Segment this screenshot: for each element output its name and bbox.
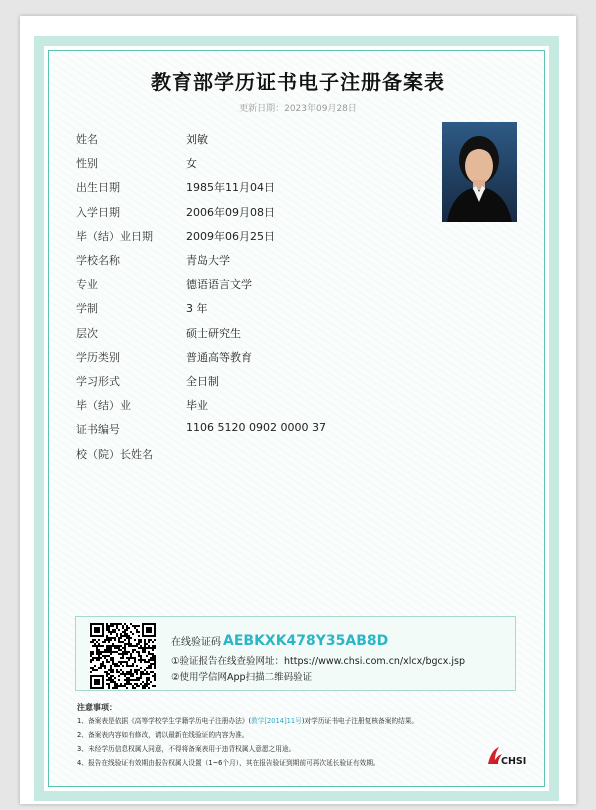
note-item (77, 715, 418, 725)
regulation-link[interactable]: 教学[2014]11号 (251, 717, 302, 725)
note-text: )对学历证书电子注册复核备案的结果。 (301, 717, 419, 725)
qr-code[interactable] (90, 623, 156, 689)
field-label: 入学日期 (76, 205, 120, 219)
field-label: 校（院）长姓名 (76, 447, 153, 461)
field-value: 普通高等教育 (186, 350, 252, 364)
field-value: 2006年09月08日 (186, 205, 275, 219)
note-item (77, 729, 248, 739)
notes-title: 注意事项： (77, 703, 117, 712)
field-label: 毕（结）业 (76, 399, 131, 413)
field-value: 1985年11月04日 (186, 181, 275, 195)
field-label: 性别 (76, 157, 98, 171)
field-label: 学习形式 (76, 375, 120, 388)
note-item (77, 757, 380, 767)
field-value: 硕士研究生 (186, 326, 241, 340)
document-title: 教育部学历证书电子注册备案表 (151, 70, 445, 94)
verification-code: AEBKXK478Y35AB8D (223, 633, 389, 649)
chsi-logo-text: CHSI (501, 756, 527, 767)
field-label: 学制 (76, 302, 98, 316)
verify-app-line: ②使用学信网App扫描二维码验证 (171, 672, 313, 683)
note-text: 4、报告在线验证有效期由报告权属人设置（1~6个月），其在报告验证到期前可再次延长验证有效期。 (77, 759, 380, 767)
id-photo (442, 122, 517, 222)
verification-code-line (171, 633, 388, 649)
field-value: 3 年 (186, 302, 208, 316)
note-item (77, 743, 295, 753)
code-label: 在线验证码 (171, 637, 221, 648)
field-label: 学校名称 (76, 254, 120, 267)
field-label: 层次 (76, 326, 98, 340)
update-date: 更新日期：2023年09月28日 (239, 104, 357, 114)
note-text: 2、备案表内容如有修改，请以最新在线验证的内容为准。 (77, 731, 249, 739)
field-value: 2009年06月25日 (186, 229, 275, 243)
field-value: 德语语言文学 (186, 278, 252, 292)
verify-url-line: ①验证报告在线查验网址：https://www.chsi.com.cn/xlcx/bgcx.jsp (171, 656, 465, 667)
field-value: 刘敏 (186, 133, 208, 146)
note-text: 3、未经学历信息权属人同意，不得将备案表用于违背权属人意愿之用途。 (77, 745, 296, 753)
chsi-logo (485, 744, 530, 768)
field-label: 学历类别 (76, 350, 120, 364)
field-value: 全日制 (186, 375, 219, 388)
field-value: 1106 5120 0902 0000 37 (186, 421, 326, 435)
field-label: 毕（结）业日期 (76, 229, 153, 243)
field-value: 女 (186, 157, 197, 171)
field-value: 青岛大学 (186, 254, 230, 267)
field-label: 姓名 (76, 133, 98, 146)
field-label: 出生日期 (76, 181, 120, 195)
field-label: 专业 (76, 278, 98, 292)
field-value: 毕业 (186, 399, 208, 413)
field-label: 证书编号 (76, 423, 120, 437)
note-text: 1、备案表是依据《高等学校学生学籍学历电子注册办法》( (77, 717, 252, 725)
